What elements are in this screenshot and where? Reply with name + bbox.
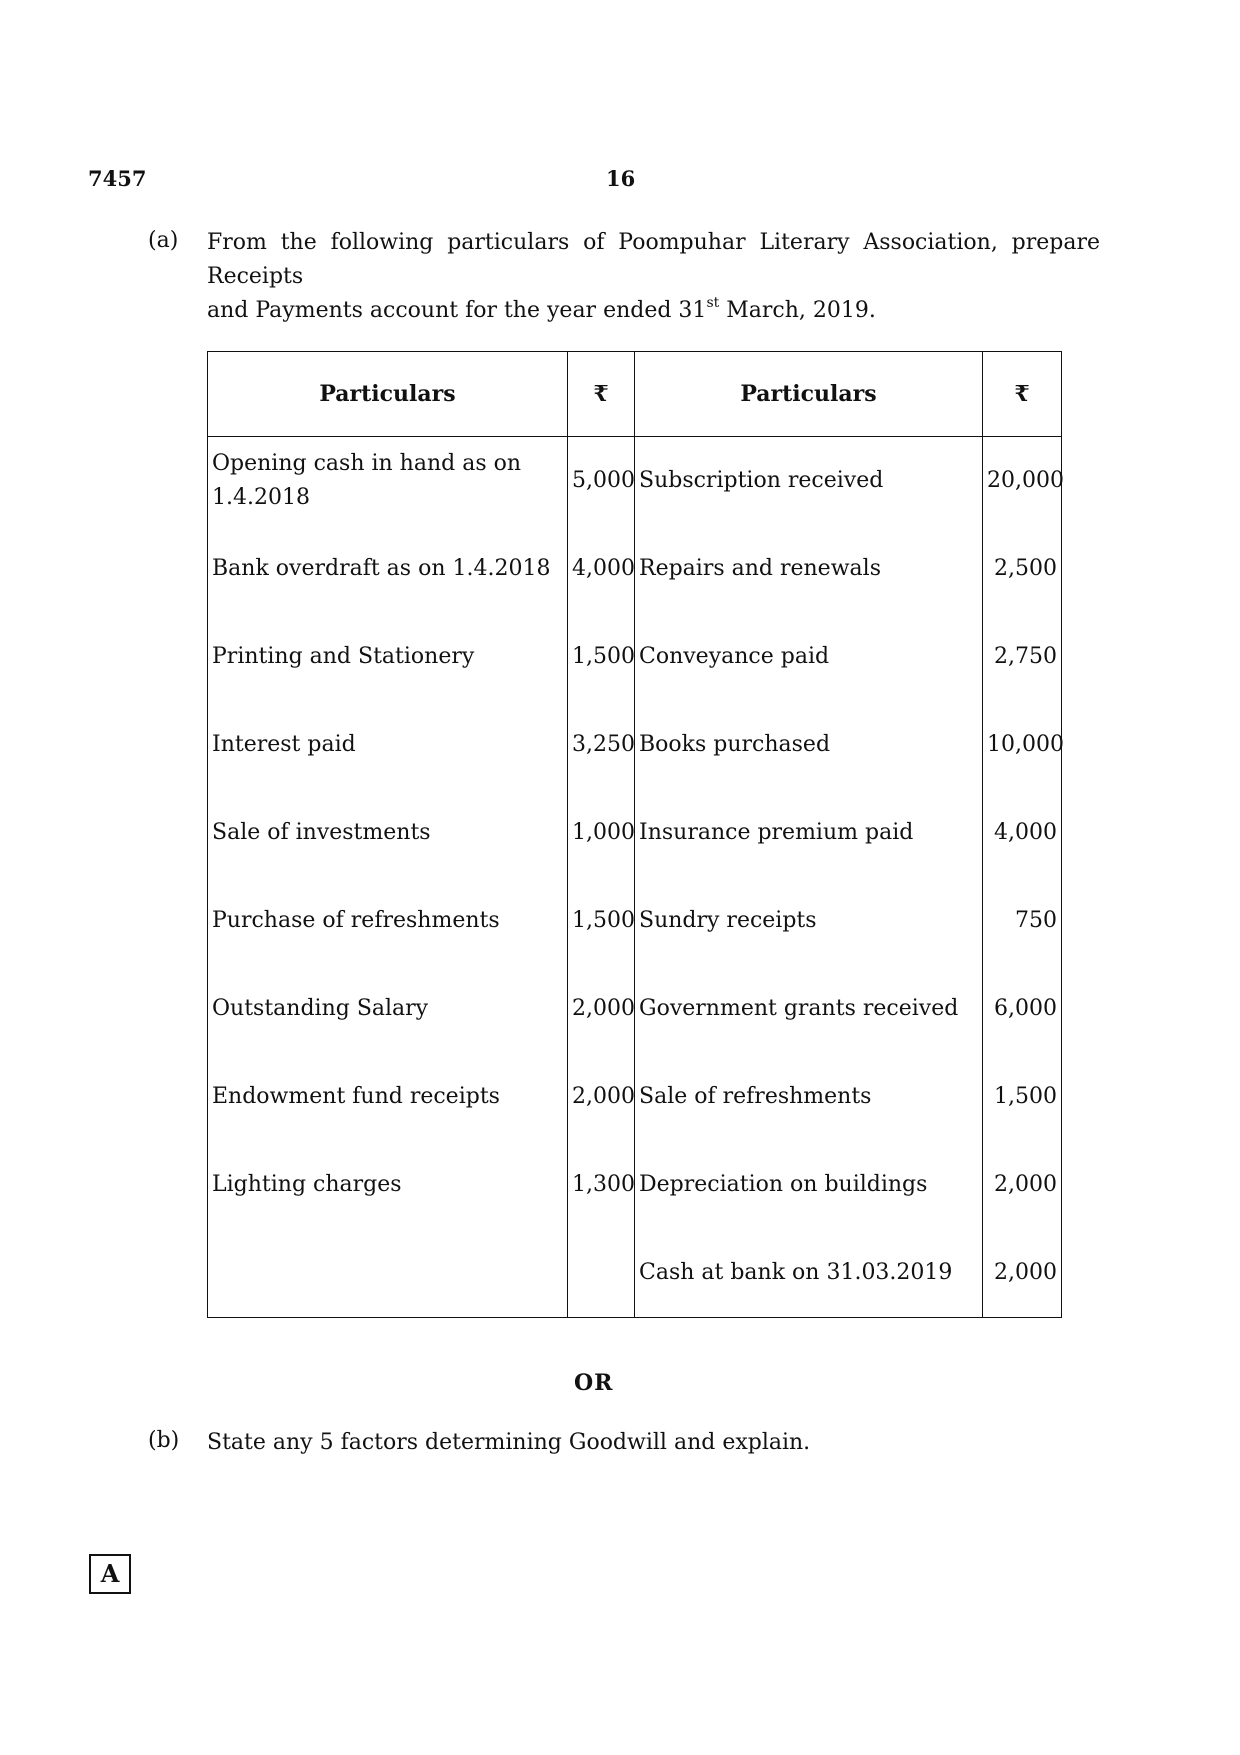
- right-amount: 1,500: [983, 1053, 1062, 1141]
- table-row: [208, 525, 1062, 613]
- table-row: [208, 701, 1062, 789]
- right-particular: Cash at bank on 31.03.2019: [635, 1229, 983, 1318]
- table-row: [208, 613, 1062, 701]
- right-particular: Subscription received: [635, 437, 983, 526]
- table-row: [208, 1141, 1062, 1229]
- left-amount: 5,000: [568, 437, 635, 526]
- left-amount: 1,500: [568, 877, 635, 965]
- left-particular: Outstanding Salary: [208, 965, 568, 1053]
- right-amount: 2,500: [983, 525, 1062, 613]
- question-a-text: [207, 226, 1100, 328]
- right-amount: 2,000: [983, 1229, 1062, 1318]
- left-amount: 3,250: [568, 701, 635, 789]
- left-particular: Sale of investments: [208, 789, 568, 877]
- right-particular: Books purchased: [635, 701, 983, 789]
- right-amount: 2,750: [983, 613, 1062, 701]
- table-row: [208, 437, 1062, 526]
- left-particular: Purchase of refreshments: [208, 877, 568, 965]
- header-rupee-left: ₹: [568, 352, 635, 437]
- version-box: A: [89, 1554, 131, 1594]
- question-a-line1: From the following particulars of Poompuhar Literary Association, prepare Receipts: [207, 230, 1100, 289]
- right-amount: 750: [983, 877, 1062, 965]
- left-amount: 1,500: [568, 613, 635, 701]
- table-row: [208, 965, 1062, 1053]
- left-particular: Bank overdraft as on 1.4.2018: [208, 525, 568, 613]
- header-rupee-right: ₹: [983, 352, 1062, 437]
- question-b-text: State any 5 factors determining Goodwill and explain.: [207, 1430, 811, 1455]
- or-separator: OR: [574, 1370, 614, 1396]
- right-particular: Conveyance paid: [635, 613, 983, 701]
- table-row: [208, 1229, 1062, 1318]
- question-a-label: (a): [148, 228, 179, 253]
- right-particular: Sale of refreshments: [635, 1053, 983, 1141]
- left-particular: [208, 1229, 568, 1318]
- left-amount: 1,000: [568, 789, 635, 877]
- right-particular: Insurance premium paid: [635, 789, 983, 877]
- question-a-line2: [207, 294, 876, 323]
- particulars-table: [207, 351, 1062, 1318]
- question-a-line2-pre: and Payments account for the year ended 31: [207, 298, 707, 323]
- left-amount: [568, 1229, 635, 1318]
- left-amount: 4,000: [568, 525, 635, 613]
- right-particular: Repairs and renewals: [635, 525, 983, 613]
- left-particular: Lighting charges: [208, 1141, 568, 1229]
- table-row: [208, 1053, 1062, 1141]
- table-row: [208, 789, 1062, 877]
- right-particular: Government grants received: [635, 965, 983, 1053]
- right-amount: 10,000: [983, 701, 1062, 789]
- table-row: [208, 877, 1062, 965]
- right-amount: 6,000: [983, 965, 1062, 1053]
- right-amount: 2,000: [983, 1141, 1062, 1229]
- right-particular: Depreciation on buildings: [635, 1141, 983, 1229]
- date-ordinal-suffix: st: [706, 294, 720, 311]
- question-a-line2-post: March, 2019.: [719, 298, 876, 323]
- left-particular: Printing and Stationery: [208, 613, 568, 701]
- table-header-row: [208, 352, 1062, 437]
- question-b-label: (b): [148, 1428, 180, 1453]
- left-amount: 1,300: [568, 1141, 635, 1229]
- paper-code: 7457: [88, 166, 147, 191]
- header-particulars-right: Particulars: [635, 352, 983, 437]
- header-particulars-left: Particulars: [208, 352, 568, 437]
- right-amount: 20,000: [983, 437, 1062, 526]
- left-amount: 2,000: [568, 965, 635, 1053]
- left-particular: Endowment fund receipts: [208, 1053, 568, 1141]
- left-particular: Opening cash in hand as on 1.4.2018: [208, 437, 568, 526]
- right-particular: Sundry receipts: [635, 877, 983, 965]
- left-amount: 2,000: [568, 1053, 635, 1141]
- right-amount: 4,000: [983, 789, 1062, 877]
- page-number: 16: [606, 166, 636, 191]
- left-particular: Interest paid: [208, 701, 568, 789]
